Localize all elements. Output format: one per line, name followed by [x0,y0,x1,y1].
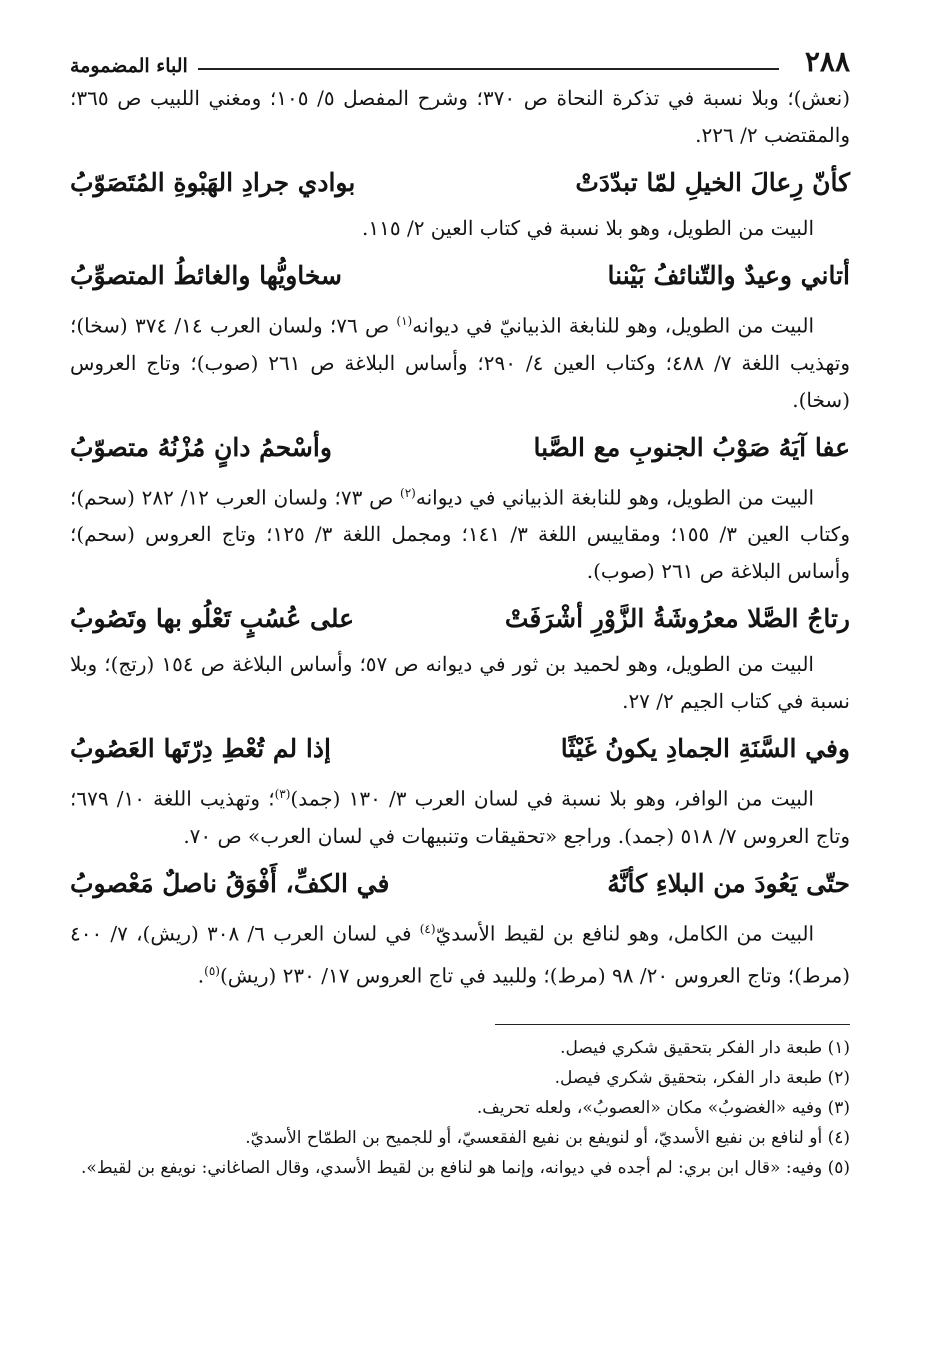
verse-first-hemistich: كأنّ رِعالَ الخيلِ لمّا تبدّدَتْ [575,168,850,197]
verse-second-hemistich: بوادي جرادِ الهَبْوةِ المُتَصَوّبُ [70,168,356,197]
footnote-3: (٣) وفيه «الغضوبُ» مكان «العصوبُ»، ولعله تحريف. [476,1098,850,1119]
verse-3 [70,425,850,471]
verse-first-hemistich: رتاجُ الصَّلا معرُوشَةُ الزَّوْرِ أشْرَفَتْ [504,604,850,634]
page-header [70,36,850,76]
paragraph-continuation: (نعش)؛ وبلا نسبة في تذكرة النحاة ص ٣٧٠؛ وشرح المفصل ٥/ ١٠٥؛ ومغني اللبيب ص ٣٦٥؛ والمقتضب ٢/ ٢٢٦. [70,86,850,147]
verse-4 [70,596,850,642]
verse-second-hemistich: سخاويُّها والغائطُ المتصوِّبُ [70,261,342,290]
footnote-ref: (٥) [204,963,220,978]
footnote-ref: (٢) [400,485,416,500]
verse-second-hemistich: وأسْحمُ دانٍ مُزْنُهُ متصوّبُ [70,432,332,462]
footnote-ref: (٤) [419,921,436,936]
verse-first-hemistich: حتّى يَعُودَ من البلاءِ كأنَّهُ [607,868,850,898]
footnote-2: (٢) طبعة دار الفكر، بتحقيق شكري فيصل. [554,1068,850,1089]
verse-2-commentary: البيت من الطويل، وهو للنابغة الذبيانيّ في ديوانه$^{(١)}$ ص ٧٦؛ ولسان العرب ١٤/ ٣٧٤ (سخا)؛ وتهذيب اللغة ٧/ ٤٨٨؛ وكتاب العين ٤/ ٢٩٠؛ وأساس البلاغة ص ٢٦١ (صوب)؛ وتاج العروس (سخا). [70,313,851,412]
page-number: ٢٨٨ [804,45,850,78]
header-rule [198,68,779,70]
verse-3-commentary: البيت من الطويل، وهو للنابغة الذبياني في ديوانه$^{(٢)}$ ص ٧٣؛ ولسان العرب ١٢/ ٢٨٢ (سحم)؛ وكتاب العين ٣/ ١٥٥؛ ومقاييس اللغة ٣/ ١٤١؛ ومجمل اللغة ٣/ ١٢٥؛ وتاج العروس (سحم)؛ وأساس البلاغة ص ٢٦١ (صوب). [70,485,850,584]
footnote-1: (١) طبعة دار الفكر بتحقيق شكري فيصل. [560,1038,850,1059]
verse-first-hemistich: عفا آيَهُ صَوْبُ الجنوبِ مع الصَّبا [533,432,850,462]
verse-4-commentary: البيت من الطويل، وهو لحميد بن ثور في ديوانه ص ٥٧؛ وأساس البلاغة ص ١٥٤ (رتج)؛ وبلا نسبة في كتاب الجيم ٢/ ٢٧. [70,652,850,714]
verse-1 [70,160,850,206]
verse-5 [70,726,850,772]
verse-6-commentary: البيت من الكامل، وهو لنافع بن لقيط الأسديّ$^{(٤)}$ في لسان العرب ٦/ ٣٠٨ (ريش)، ٧/ ٤٠٠ (مرط)؛ وتاج العروس ٢٠/ ٩٨ (مرط)؛ وللبيد في تاج العروس ١٧/ ٢٣٠ (ريش)$^{(٥)}$. [70,921,850,988]
verse-6 [70,861,850,907]
verse-second-hemistich: إذا لم تُعْطِ دِرّتَها العَصُوبُ [70,734,331,764]
footnote-ref: (٣) [274,787,291,802]
footnote-ref: (١) [396,314,413,328]
verse-second-hemistich: في الكفِّ، أَفْوَقُ ناصلٌ مَعْصوبُ [70,868,390,898]
verse-2 [70,253,850,299]
verse-first-hemistich: أتاني وعيدٌ والتّنائفُ بَيْننا [607,261,850,290]
verse-5-commentary: البيت من الوافر، وهو بلا نسبة في لسان العرب ٣/ ١٣٠ (جمد)$^{(٣)}$؛ وتهذيب اللغة ١٠/ ٦٧٩؛ وتاج العروس ٧/ ٥١٨ (جمد). وراجع «تحقيقات وتنبيهات في لسان العرب» ص ٧٠. [70,786,850,848]
book-page [70,36,850,1183]
footnote-divider [495,1024,850,1025]
footnote-4: (٤) أو لنافع بن نفيع الأسديّ، أو لنويفع بن نفيع الفقعسيّ، أو للجميح بن الطمّاح الأسديّ. [245,1128,850,1149]
section-title: الباء المضمومة [70,55,188,77]
verse-first-hemistich: وفي السَّنَةِ الجمادِ يكونُ غَيْثًا [560,734,850,764]
verse-1-commentary: البيت من الطويل، وهو بلا نسبة في كتاب العين ٢/ ١١٥. [362,216,814,240]
verse-second-hemistich: على عُسُبٍ تَعْلُو بها وتَصُوبُ [70,604,355,634]
footnote-5: (٥) وفيه: «قال ابن بري: لم أجده في ديوانه، وإنما هو لنافع بن لقيط الأسدي، وقال الصاغاني: نويفع بن لقيط». [81,1158,850,1179]
